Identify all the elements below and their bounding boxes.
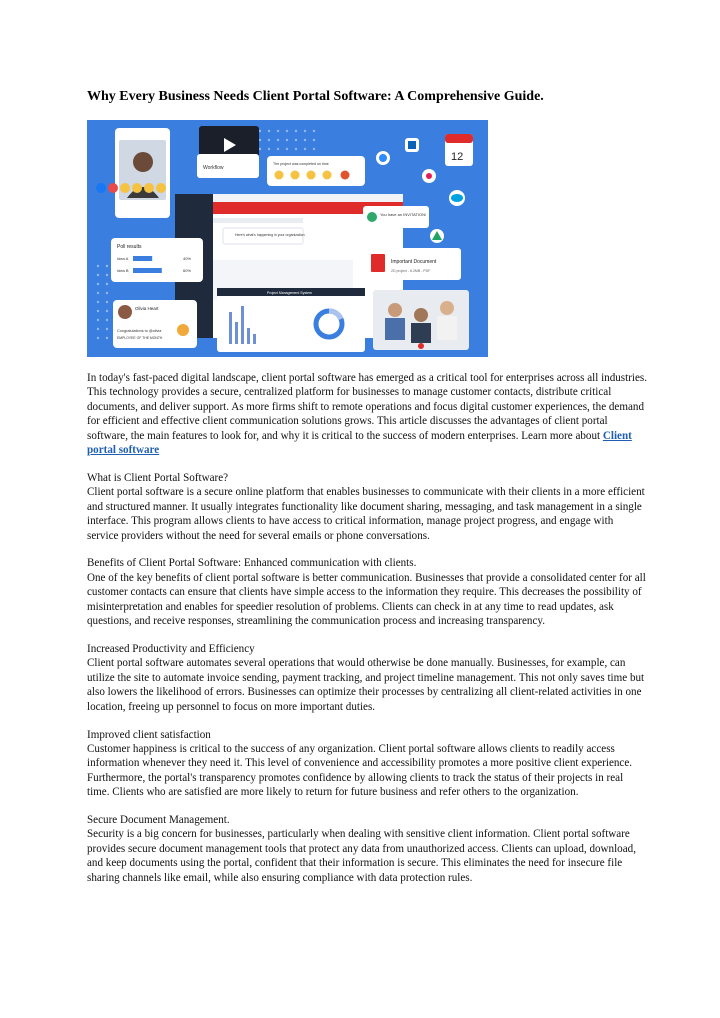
calendar-card <box>445 134 473 166</box>
employee-name: Olivia Heart <box>135 306 159 311</box>
webcam-card <box>115 128 170 218</box>
invitation-card <box>363 206 429 228</box>
invitation-text: You have an INVITATION! <box>380 212 427 217</box>
document-title: Why Every Business Needs Client Portal Software: A Comprehensive Guide. <box>87 89 544 104</box>
client-portal-link[interactable]: Client portal software <box>87 429 632 457</box>
section-heading: Benefits of Client Portal Software: Enhanced communication with clients. <box>87 557 417 570</box>
employee-month: EMPLOYEE OF THE MONTH <box>117 336 163 340</box>
employee-congrats: Congratulations to @olivia <box>117 329 162 333</box>
section-benefits <box>87 556 647 628</box>
emoji-heading: The project was completed on time <box>273 162 329 166</box>
calendar-day: 12 <box>451 151 464 163</box>
section-body: Client portal software is a secure online platform that enables businesses to communicate with their clients in a more efficient and structured manner. It usually integrates functionality like document sharing, messaging, and task management in a single interface. This program allows clients to have access to critical information, manage project progress, and engage with service providers without the need for several emails or phone conversations. <box>87 486 645 542</box>
section-security <box>87 813 647 885</box>
employee-card <box>113 300 197 348</box>
section-heading: Improved client satisfaction <box>87 728 211 741</box>
section-body: Client portal software automates several operations that would otherwise be done manually. Businesses, for example, can utilize the site to automate invoice sending, payment tracking, and project timeline management. This not only saves time but also lowers the likelihood of errors. Businesses can optimize their processes by centralizing all client-related activities in one location, freeing up personnel to focus on more important duties. <box>87 657 645 713</box>
article-body <box>87 371 647 899</box>
poll-bar <box>133 256 152 261</box>
document-meta: 2D project - 6.2MB - PDF <box>391 269 431 273</box>
section-productivity <box>87 642 647 714</box>
workflow-card <box>197 154 259 178</box>
pm-title: Project Management System <box>267 291 312 295</box>
poll-option-value: 60% <box>183 268 192 273</box>
intro-paragraph <box>87 371 647 457</box>
workflow-label: Workflow <box>203 165 224 171</box>
document-card <box>365 248 461 280</box>
pm-window <box>217 288 365 352</box>
poll-card <box>111 238 203 282</box>
hero-illustration <box>87 120 488 357</box>
section-body: One of the key benefits of client portal software is better communication. Businesses that provide a consolidated center for all customer contacts can ensure that clients have simple access to the information they require. This decreases the possibility of misinterpretation and enables for speedier resolution of problems. Clients can check in at any time to read updates, ask questions, and receive responses, streamlining the communication process and increasing transparency. <box>87 571 646 628</box>
video-call-card <box>373 290 469 350</box>
hero-svg <box>87 120 488 357</box>
status-update: Here's what's happening in your organization <box>235 233 305 237</box>
section-satisfaction <box>87 728 647 800</box>
poll-bar <box>133 268 162 273</box>
poll-option-label: Idea B <box>117 268 129 273</box>
section-heading: Secure Document Management. <box>87 814 230 827</box>
section-heading: Increased Productivity and Efficiency <box>87 643 255 655</box>
poll-option-label: Idea A <box>117 256 129 261</box>
section-body: Customer happiness is critical to the success of any organization. Client portal software allows clients to readily access information whenever they need it. This level of convenience and accessibility promotes a more positive client experience. Furthermore, the portal's transparency promotes confidence by allowing clients to track the status of their projects in real time. Clients who are satisfied are more likely to return for future business and refer others to the organization. <box>87 742 633 799</box>
intro-text: In today's fast-paced digital landscape, client portal software has emerged as a critical tool for enterprises across all industries. This technology provides a secure, centralized platform for businesses to manage customer contacts, distribute critical documents, and deliver support. As more firms shift to remote operations and focus digital customer experiences, the demand for efficient and effective client communication solutions grows. This article discusses the advantages of client portal software, the main features to look for, and why it is critical to the success of modern enterprises. Learn more about <box>87 372 647 442</box>
section-heading: What is Client Portal Software? <box>87 471 229 484</box>
poll-option-value: 40% <box>183 256 192 261</box>
poll-title: Poll results <box>117 244 142 250</box>
document-title-label: Important Document <box>391 259 437 265</box>
emoji-card <box>267 156 365 186</box>
section-what-is <box>87 471 647 543</box>
section-body: Security is a big concern for businesses, particularly when dealing with sensitive client information. Client portal software provides secure document management tools that protect any data from unauthorized access. Clients can upload, download, and keep documents using the portal, confident that their information is secure. This eliminates the need for insecure file sharing channels like email, while also ensuring compliance with data protection rules. <box>87 828 636 884</box>
